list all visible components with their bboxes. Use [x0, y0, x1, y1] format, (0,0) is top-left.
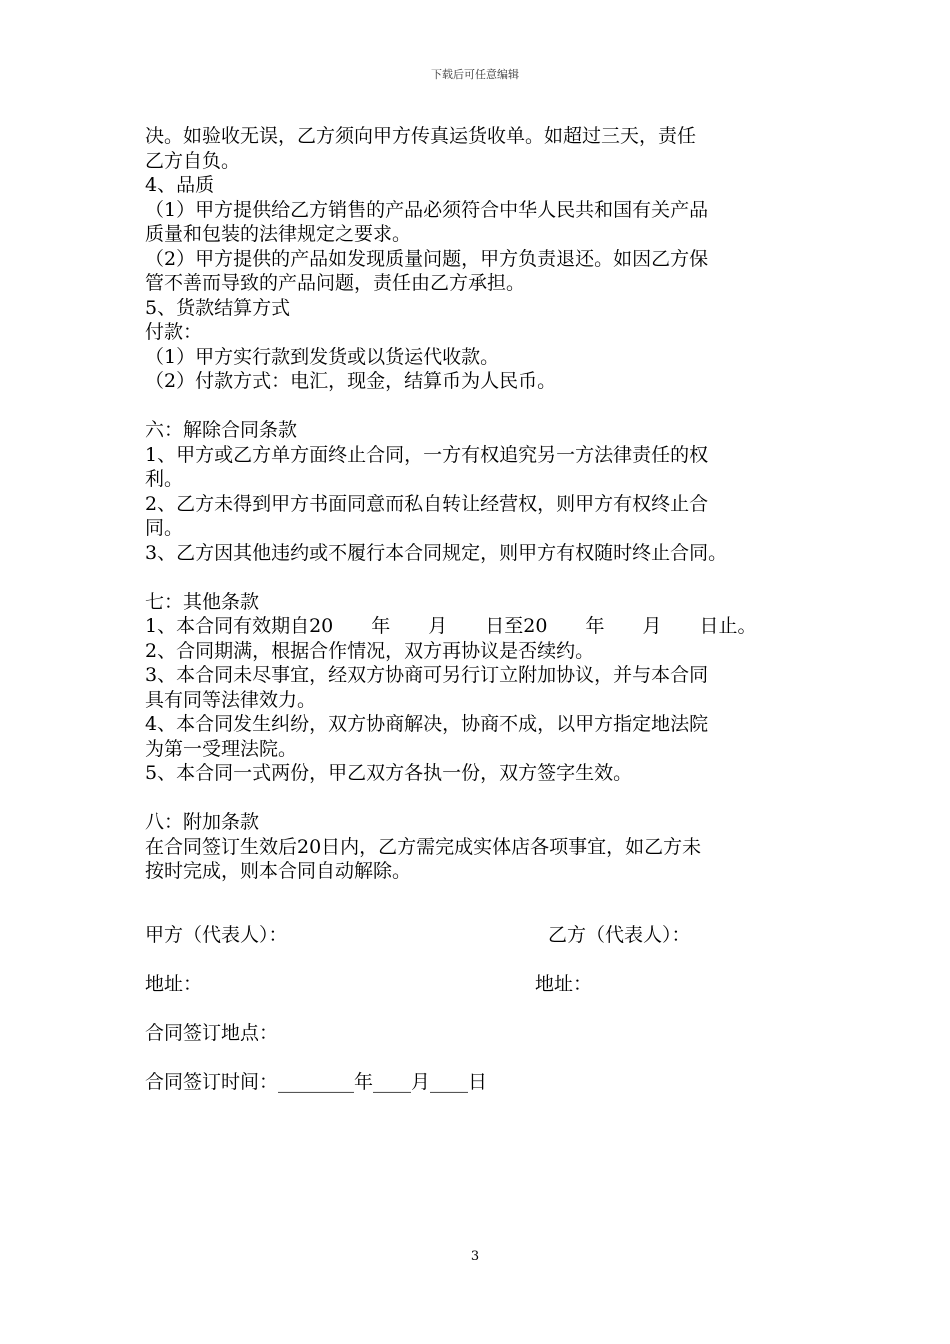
- address-b-label: 地址：: [535, 973, 593, 995]
- contract-body: [145, 124, 825, 884]
- section-6-line: 3、乙方因其他违约或不履行本合同规定，则甲方有权随时终止合同。: [145, 541, 728, 564]
- section-7-line: 3、本合同未尽事宜，经双方协商可另行订立附加协议，并与本合同: [145, 664, 709, 686]
- section-7-line: 具有同等法律效力。: [145, 688, 317, 711]
- body-line: 管不善而导致的产品问题，责任由乙方承担。: [145, 272, 526, 294]
- section-6-line: 同。: [145, 517, 184, 539]
- section-7-line: 2、合同期满，根据合作情况，双方再协议是否续约。: [145, 639, 595, 662]
- section-7-line: 5、本合同一式两份，甲乙双方各执一份，双方签字生效。: [145, 762, 633, 784]
- body-line: 付款：: [145, 321, 203, 343]
- party-a-label: 甲方（代表人）：: [145, 924, 288, 946]
- section-8-line: 按时完成，则本合同自动解除。: [145, 860, 412, 882]
- body-line: （2）甲方提供的产品如发现质量问题，甲方负责退还。如因乙方保: [145, 247, 709, 270]
- page-number: 3: [470, 1249, 480, 1264]
- body-line: （2）付款方式：电汇，现金，结算币为人民币。: [145, 370, 557, 392]
- body-line: 乙方自负。: [145, 149, 241, 172]
- body-line: 5、货款结算方式: [145, 296, 291, 319]
- body-line: 决。如验收无误，乙方须向甲方传真运货收单。如超过三天，责任: [145, 125, 697, 147]
- body-line: 4、品质: [145, 174, 215, 196]
- section-7-title: 七：其他条款: [145, 590, 260, 613]
- address-a-label: 地址：: [145, 973, 203, 995]
- spacer: [145, 565, 825, 590]
- body-line: （1）甲方实行款到发货或以货运代收款。: [145, 345, 500, 368]
- spacer: [145, 394, 825, 419]
- body-line: 质量和包装的法律规定之要求。: [145, 223, 412, 245]
- section-6-line: 2、乙方未得到甲方书面同意而私自转让经营权，则甲方有权终止合: [145, 492, 709, 515]
- section-7-line: 为第一受理法院。: [145, 737, 298, 760]
- section-7-line: 1、本合同有效期自20 年 月 日至20 年 月 日止。: [145, 615, 757, 637]
- header-note: 下载后可任意编辑: [431, 68, 519, 81]
- section-6-line: 利。: [145, 468, 184, 490]
- body-line: （1）甲方提供给乙方销售的产品必须符合中华人民共和国有关产品: [145, 198, 709, 221]
- spacer: [145, 786, 825, 811]
- section-8-line: 在合同签订生效后20日内，乙方需完成实体店各项事宜，如乙方未: [145, 835, 702, 858]
- sign-place-label: 合同签订地点：: [145, 1022, 279, 1044]
- section-7-line: 4、本合同发生纠纷，双方协商解决，协商不成，以甲方指定地法院: [145, 713, 709, 735]
- section-8-title: 八：附加条款: [145, 811, 260, 833]
- section-6-line: 1、甲方或乙方单方面终止合同，一方有权追究另一方法律责任的权: [145, 443, 709, 466]
- party-b-label: 乙方（代表人）：: [548, 924, 691, 946]
- section-6-title: 六：解除合同条款: [145, 419, 298, 441]
- sign-time-label: 合同签订时间：________年____月____日: [145, 1071, 488, 1093]
